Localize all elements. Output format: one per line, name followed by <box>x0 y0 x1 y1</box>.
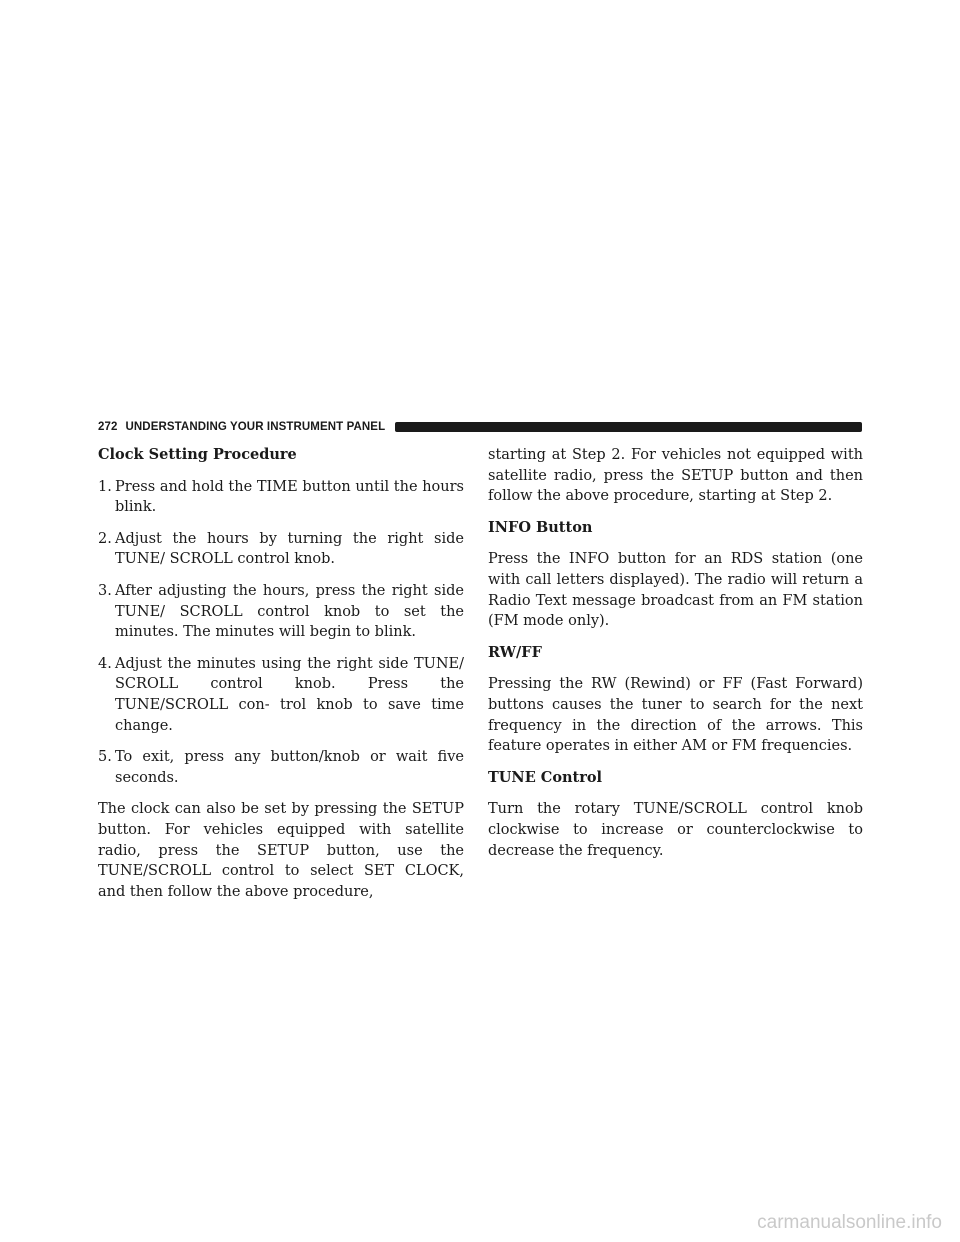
right-column <box>488 445 863 872</box>
setup-paragraph: The clock can also be set by pressing the SETUP button. For vehicles equipped with satellite radio, press the SETUP button, use the TUNE/SCROLL control to select SET CLOCK, and then follow the above procedure, <box>98 801 464 900</box>
step-number: 4 . <box>98 654 112 675</box>
list-item <box>98 654 464 736</box>
left-column <box>98 445 464 913</box>
header-rule <box>395 422 862 432</box>
rw-ff-text: Pressing the RW (Rewind) or FF (Fast Forward) buttons causes the tuner to search for the next frequency in the direction of the arrows. This feature operates in either AM or FM frequencies. <box>488 676 863 755</box>
page-number: 272 <box>98 420 118 433</box>
step-number: 1 . <box>98 477 112 498</box>
step-text: Adjust the hours by turning the right side TUNE/ SCROLL control knob. <box>115 530 464 568</box>
step-text: Adjust the minutes using the right side TUNE/ SCROLL control knob. Press the TUNE/SCROLL con- trol knob to save time change. <box>115 655 464 734</box>
info-button-text: Press the INFO button for an RDS station (one with call letters displayed). The radio will return a Radio Text message broadcast from an FM station (FM mode only). <box>488 551 863 630</box>
clock-steps-list <box>98 477 464 789</box>
setup-paragraph-continued: starting at Step 2. For vehicles not equipped with satellite radio, press the SETUP button and then follow the above procedure, starting at Step 2. <box>488 447 863 505</box>
list-item <box>98 581 464 643</box>
tune-control-text: Turn the rotary TUNE/SCROLL control knob clockwise to increase or counterclockwise to decrease the frequency. <box>488 801 863 859</box>
step-number: 5 . <box>98 747 112 768</box>
step-number: 3 . <box>98 581 112 602</box>
clock-setting-heading: Clock Setting Procedure <box>98 446 297 463</box>
step-text: Press and hold the TIME button until the hours blink. <box>115 478 464 516</box>
rw-ff-heading: RW/FF <box>488 643 542 661</box>
step-text: After adjusting the hours, press the right side TUNE/ SCROLL control knob to set the minutes. The minutes will begin to blink. <box>115 582 464 641</box>
step-text: To exit, press any button/knob or wait five seconds. <box>115 749 464 786</box>
tune-control-heading: TUNE Control <box>488 768 603 786</box>
section-title: UNDERSTANDING YOUR INSTRUMENT PANEL <box>125 420 386 433</box>
list-item <box>98 747 464 788</box>
watermark: carmanualsonline.info <box>757 1212 942 1233</box>
list-item <box>98 529 464 570</box>
info-button-heading: INFO Button <box>488 518 593 536</box>
step-number: 2 . <box>98 529 112 550</box>
list-item <box>98 477 464 518</box>
page-header <box>98 419 862 434</box>
